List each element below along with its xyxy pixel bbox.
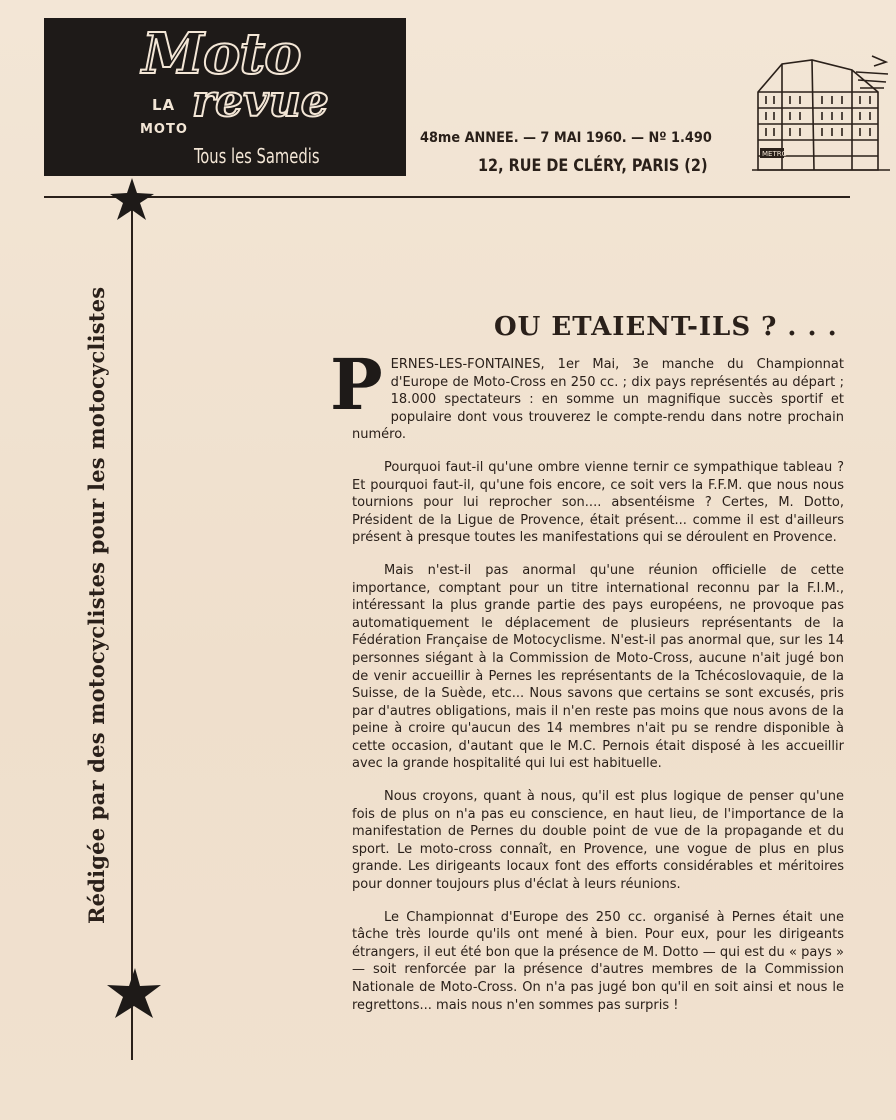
- drop-cap: P: [330, 343, 383, 426]
- vertical-rule: [131, 210, 133, 1060]
- logo-la: LA: [152, 96, 176, 114]
- star-ornament-top: [108, 176, 156, 222]
- logo-moto: Moto: [142, 21, 301, 87]
- article-paragraph: [330, 343, 844, 444]
- horizontal-rule: [44, 196, 850, 198]
- address-line: 12, RUE DE CLÉRY, PARIS (2): [478, 156, 708, 176]
- star-ornament-bottom: [105, 966, 163, 1020]
- issue-line: 48me ANNEE. — 7 MAI 1960. — Nº 1.490: [420, 130, 712, 146]
- article-body: [330, 343, 844, 1029]
- sidebar-slogan: Rédigée par des motocyclistes pour les motocyclistes: [84, 286, 109, 924]
- article-paragraph: Mais n'est-il pas anormal qu'une réunion officielle de cette importance, comptant pour un titre international reconnu par la F.I.M., intéressant la plus grande partie des pays européens, ne provoque pas automatiquement le déplacement de plusieurs représentants de la Fédération Française de Motocyclisme. N'est-il pas anormal que, sur les 14 personnes siégant à la Commission de Moto-Cross, aucune n'ait jugé bon de venir accueillir à Pernes les représentants de la Tchécoslovaquie, de la Suisse, de la Suède, etc... Nous savons que certains se sont excusés, pris par d'autres obligations, mais il n'en reste pas moins que nous avons de la peine à croire qu'aucun des 14 membres n'ait pu se rendre disponible à cette occasion, d'autant que le M.C. Pernois était disposé à les accueillir avec la grande hospitalité qui lui est habituelle.: [352, 562, 844, 772]
- masthead: [44, 18, 406, 176]
- article-paragraph: Nous croyons, quant à nous, qu'il est plus logique de penser qu'une fois de plus on n'a pas eu conscience, en haut lieu, de l'importance de la manifestation de Pernes du double point de vue de la propagande et du sport. Le moto-cross connaît, en Provence, une vogue de plus en plus grande. Les dirigeants locaux font des efforts considérables et méritoires pour donner toujours plus d'éclat à leurs réunions.: [352, 789, 844, 893]
- building-illustration: [752, 52, 890, 176]
- paragraph-text: ERNES-LES-FONTAINES, 1er Mai, 3e manche du Championnat d'Europe de Moto-Cross en 250 cc. ; dix pays représentés au départ ; 18.000 spectateurs : en somme un magnifique succès sportif et populaire dont vous trouverez le compte-rendu dans notre prochain numéro.: [352, 357, 844, 443]
- article-title: OU ETAIENT-ILS ? . . .: [494, 312, 838, 342]
- logo-revue: revue: [192, 76, 329, 127]
- tagline: Tous les Samedis: [194, 144, 320, 168]
- article-paragraph: Le Championnat d'Europe des 250 cc. organisé à Pernes était une tâche très lourde qu'ils ont mené à bien. Pour eux, pour les dirigeants étrangers, il eut été bon que la présence de M. Dotto — qui est du « pays » — soit renforcée par la présence d'autres membres de la Commission Nationale de Moto-Cross. On n'a pas jugé bon qu'il en soit ainsi et nous le regrettons... mais nous n'en sommes pas surpris !: [352, 909, 844, 1013]
- article-paragraph: Pourquoi faut-il qu'une ombre vienne ternir ce sympathique tableau ? Et pourquoi faut-il, qu'une fois encore, ce soit vers la F.F.M. que nous nous tournions pour lui reprocher son.... absentéisme ? Certes, M. Dotto, Président de la Ligue de Provence, était présent... comme il est d'ailleurs présent à presque toutes les manifestations qui se déroulent en Provence.: [352, 459, 844, 546]
- logo-moto-small: MOTO: [140, 122, 188, 137]
- metro-sign: METRO: [762, 150, 788, 158]
